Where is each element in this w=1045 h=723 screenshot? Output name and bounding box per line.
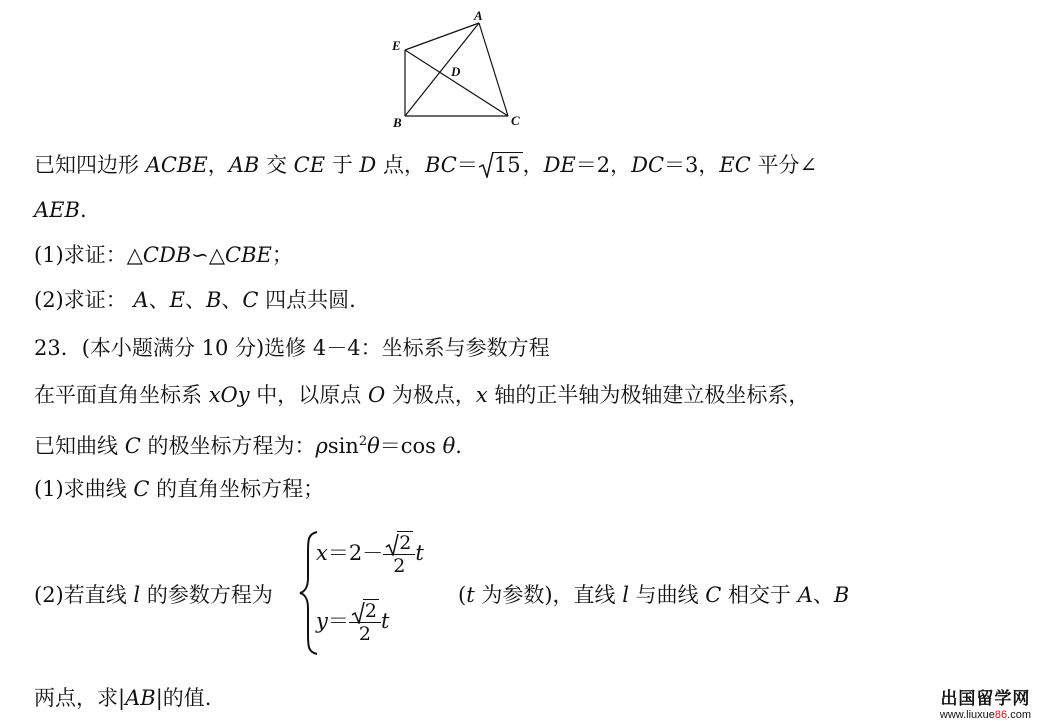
text: (2)求证： xyxy=(34,288,127,312)
sqrt-15 xyxy=(478,150,523,180)
math-var: t xyxy=(380,609,390,633)
watermark-logo xyxy=(940,684,1031,721)
watermark-title: 出国留学网 xyxy=(940,689,1031,709)
text: ＝ xyxy=(327,609,349,633)
math-var: A xyxy=(797,583,813,607)
math-var: CDB xyxy=(142,243,192,267)
text: ＝2－ xyxy=(327,541,384,565)
math-var: y xyxy=(316,609,328,633)
text: ， xyxy=(207,153,229,177)
label-B: B xyxy=(393,115,402,130)
superscript: 2 xyxy=(358,434,368,449)
watermark-url xyxy=(940,709,1031,721)
label-A: A xyxy=(474,8,483,23)
math-var: BC xyxy=(424,153,457,177)
math-var: DE xyxy=(543,153,576,177)
text: 、 xyxy=(812,583,834,607)
text: 为极点， xyxy=(385,383,476,407)
text: 在平面直角坐标系 xyxy=(34,383,209,407)
p22-line1 xyxy=(34,150,817,180)
math-var: ρ xyxy=(315,434,328,458)
math-var: xOy xyxy=(208,383,250,407)
sqrt-2 xyxy=(385,532,413,554)
math-var: AB xyxy=(228,153,260,177)
text: . xyxy=(79,198,87,222)
math-var: l xyxy=(133,583,141,607)
text: 、 xyxy=(184,288,206,312)
fraction-numerator xyxy=(349,600,381,623)
math-var: B xyxy=(833,583,850,607)
fraction-sqrt2-over-2 xyxy=(383,532,415,577)
p22-line2 xyxy=(34,195,87,225)
p23-question2-tail xyxy=(458,580,849,610)
text: ， xyxy=(522,153,544,177)
sqrt-2 xyxy=(351,600,379,622)
fraction-sqrt2-over-2 xyxy=(349,600,381,645)
text: ( xyxy=(458,583,467,607)
text: ＝ xyxy=(456,153,478,177)
math-var: C xyxy=(133,477,150,501)
text: 轴的正半轴为极轴建立极坐标系， xyxy=(487,383,810,407)
p23-line2 xyxy=(34,427,462,461)
p23-question1 xyxy=(34,474,324,504)
math-var: AB xyxy=(125,686,156,710)
segment-EC xyxy=(405,50,508,116)
math-var: ACBE xyxy=(145,153,208,177)
text: (2)若直线 xyxy=(34,583,134,607)
text: www.liuxue xyxy=(939,709,995,721)
math-var: DC xyxy=(631,153,665,177)
text: 已知曲线 xyxy=(34,434,125,458)
text: 、 xyxy=(221,288,243,312)
text: ； xyxy=(271,243,293,267)
math-var: t xyxy=(415,541,424,565)
text: 的直角坐标方程； xyxy=(149,477,325,501)
radicand: 2 xyxy=(364,600,377,622)
text: 86 xyxy=(994,709,1008,721)
fraction-denominator: 2 xyxy=(393,555,406,577)
text: .com xyxy=(1007,709,1031,721)
text: ＝cos xyxy=(379,434,443,458)
segment-AC xyxy=(479,23,508,116)
math-var: C xyxy=(124,434,141,458)
fraction-numerator xyxy=(383,532,415,555)
geometry-figure xyxy=(384,8,534,134)
text: 为参数)，直线 xyxy=(474,583,623,607)
math-var: AEB xyxy=(34,198,80,222)
math-var: CBE xyxy=(225,243,272,267)
label-C: C xyxy=(511,113,520,128)
text: ＝3， xyxy=(664,153,720,177)
text: 、 xyxy=(148,288,170,312)
math-var: O xyxy=(367,383,386,407)
math-var: C xyxy=(242,288,259,312)
math-var: B xyxy=(205,288,222,312)
text: 两点，求| xyxy=(34,686,126,710)
text: 平分∠ xyxy=(750,153,818,177)
text: sin xyxy=(327,434,359,458)
text: . xyxy=(455,434,462,458)
text: ∽△ xyxy=(191,243,225,267)
text: ＝2， xyxy=(575,153,632,177)
math-var: D xyxy=(359,153,377,177)
text: 的极坐标方程为： xyxy=(140,434,316,458)
radical-icon xyxy=(478,152,494,178)
p23-line1 xyxy=(34,380,809,410)
math-var: t xyxy=(466,583,475,607)
param-eq-x xyxy=(316,532,424,577)
label-E: E xyxy=(392,38,401,53)
text: |的值. xyxy=(155,686,212,710)
text: 的参数方程为 xyxy=(140,583,273,607)
param-eq-y xyxy=(316,600,389,645)
math-var: A xyxy=(133,288,149,312)
text: (1)求曲线 xyxy=(34,477,134,501)
math-var: E xyxy=(169,288,185,312)
p23-title: 23．(本小题满分 10 分)选修 4－4：坐标系与参数方程 xyxy=(34,336,550,360)
math-var: CE xyxy=(293,153,326,177)
radical-icon xyxy=(351,602,365,624)
p22-question1 xyxy=(34,240,293,270)
text: 已知四边形 xyxy=(34,153,146,177)
text: 四点共圆. xyxy=(258,288,356,312)
text: 与曲线 xyxy=(628,583,706,607)
math-var: x xyxy=(316,541,328,565)
text: 点， xyxy=(376,153,425,177)
text: (1)求证：△ xyxy=(34,243,143,267)
p23-question2-lead xyxy=(34,580,273,610)
radicand: 15 xyxy=(493,153,521,177)
math-var: l xyxy=(622,583,629,607)
text: 于 xyxy=(325,153,360,177)
p22-question2 xyxy=(34,285,356,315)
math-var: θ xyxy=(367,434,380,458)
fraction-denominator: 2 xyxy=(358,623,371,645)
math-var: x xyxy=(475,383,488,407)
text: 交 xyxy=(259,153,294,177)
text: 中，以原点 xyxy=(249,383,368,407)
math-var: θ xyxy=(442,434,456,458)
math-var: EC xyxy=(719,153,751,177)
radicand: 2 xyxy=(399,532,412,554)
text: 相交于 xyxy=(721,583,798,607)
p23-question2-end xyxy=(34,683,211,713)
radical-icon xyxy=(385,534,399,556)
label-D: D xyxy=(451,64,461,79)
math-var: C xyxy=(705,583,722,607)
